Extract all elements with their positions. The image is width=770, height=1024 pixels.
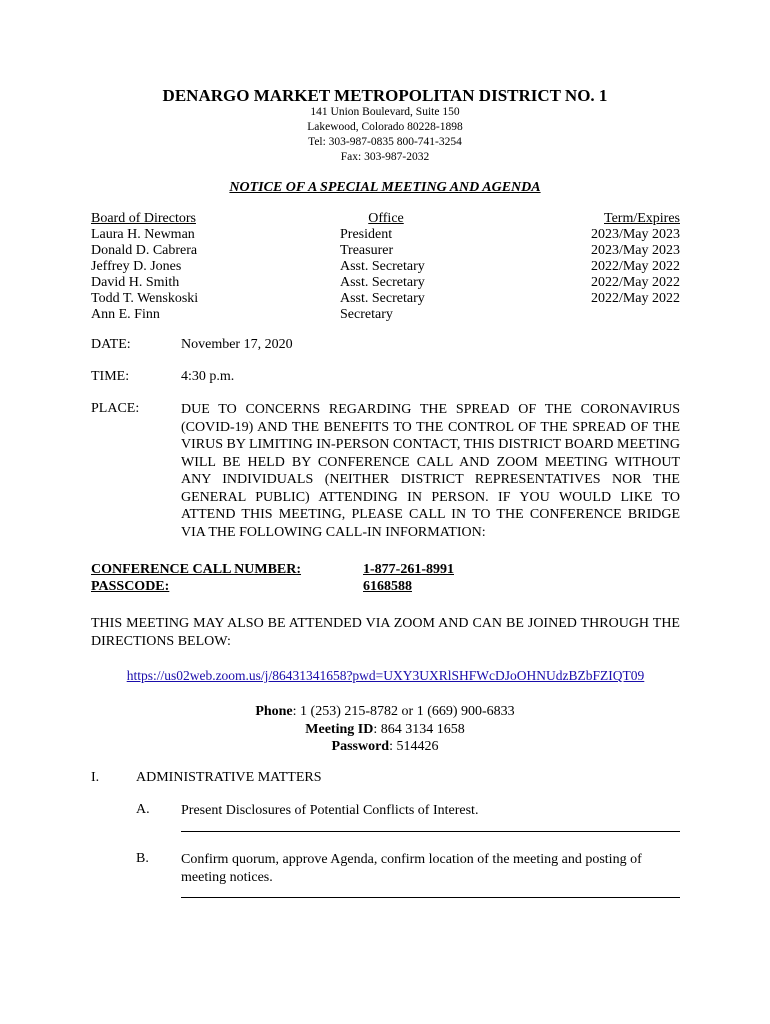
- agenda-item-letter: A.: [136, 802, 150, 817]
- member-office: Asst. Secretary: [340, 291, 425, 306]
- board-member-name: Jeffrey D. Jones: [91, 259, 182, 274]
- term-header: Term/Expires: [604, 211, 680, 226]
- agenda-item-rule: [181, 831, 680, 832]
- section-numeral: I.: [91, 770, 100, 785]
- meeting-id-value: : 864 3134 1658: [373, 721, 465, 737]
- phone-value: : 1 (253) 215-8782 or 1 (669) 900-6833: [292, 704, 515, 719]
- office-header: Office: [368, 211, 404, 226]
- zoom-intro: THIS MEETING MAY ALSO BE ATTENDED VIA ZOOM AND CAN BE JOINED THROUGH THE DIRECTIONS BELOW:: [91, 616, 680, 649]
- agenda-item-text: Confirm quorum, approve Agenda, confirm location of the meeting and posting of meeting notices.: [181, 852, 642, 885]
- zoom-phone-line: [0, 703, 770, 721]
- agenda-item-rule: [181, 897, 680, 898]
- telephone-line: Tel: 303-987-0835 800-741-3254: [308, 136, 462, 148]
- conference-number-value: 1-877-261-8991: [363, 562, 454, 577]
- password-label: Password: [331, 739, 390, 754]
- time-label: TIME:: [91, 369, 130, 384]
- meeting-id-label: Meeting ID: [305, 721, 374, 737]
- member-office: President: [340, 227, 393, 242]
- agenda-item-letter: B.: [136, 851, 149, 866]
- zoom-meeting-id-line: [0, 721, 770, 739]
- conference-number-label: CONFERENCE CALL NUMBER:: [91, 562, 302, 577]
- member-office: Treasurer: [340, 243, 394, 258]
- member-term: 2022/May 2022: [590, 291, 680, 306]
- time-value: 4:30 p.m.: [181, 369, 235, 384]
- board-names-column: [91, 211, 198, 323]
- member-term: 2023/May 2023: [590, 243, 680, 258]
- date-label: DATE:: [91, 337, 131, 352]
- place-label: PLACE:: [91, 401, 140, 416]
- board-member-name: David H. Smith: [91, 275, 180, 290]
- board-member-name: Todd T. Wenskoski: [91, 291, 199, 306]
- member-term: 2022/May 2022: [590, 275, 680, 290]
- zoom-link[interactable]: https://us02web.zoom.us/j/86431341658?pwd=UXY3UXRlSHFWcDJoOHNUdzBZbFZIQT09: [126, 668, 645, 683]
- member-office: Asst. Secretary: [340, 259, 425, 274]
- phone-label: Phone: [255, 704, 293, 719]
- board-header: Board of Directors: [91, 211, 196, 226]
- place-description: DUE TO CONCERNS REGARDING THE SPREAD OF THE CORONAVIRUS (COVID-19) AND THE BENEFITS TO THE CONTROL OF THE SPREAD OF THE VIRUS BY LIMITING IN-PERSON CONTACT, THIS DISTRICT BOARD MEETING WILL BE HELD BY CONFERENCE CALL AND ZOOM MEETING WITHOUT ANY INDIVIDUALS (NEITHER DISTRICT REPRESENTATIVES NOR THE GENERAL PUBLIC) ATTENDING IN PERSON. IF YOU WOULD LIKE TO ATTEND THIS MEETING, PLEASE CALL IN TO THE CONFERENCE BRIDGE VIA THE FOLLOWING CALL-IN INFORMATION:: [181, 402, 680, 540]
- term-column: [530, 211, 680, 307]
- member-term: 2023/May 2023: [590, 227, 680, 242]
- board-member-name: Ann E. Finn: [91, 307, 160, 322]
- member-term: 2022/May 2022: [590, 259, 680, 274]
- passcode-label: PASSCODE:: [91, 579, 170, 594]
- password-value: : 514426: [389, 739, 439, 754]
- address-line-2: Lakewood, Colorado 80228-1898: [307, 121, 463, 133]
- member-office: Asst. Secretary: [340, 275, 425, 290]
- fax-line: Fax: 303-987-2032: [340, 151, 430, 163]
- notice-title: NOTICE OF A SPECIAL MEETING AND AGENDA: [229, 180, 541, 195]
- member-office: Secretary: [340, 307, 393, 322]
- address-line-1: 141 Union Boulevard, Suite 150: [310, 106, 460, 118]
- passcode-value: 6168588: [363, 579, 412, 594]
- date-value: November 17, 2020: [181, 337, 293, 352]
- office-column: [340, 211, 432, 323]
- section-title: ADMINISTRATIVE MATTERS: [136, 770, 322, 785]
- zoom-password-line: [0, 738, 770, 756]
- board-member-name: Laura H. Newman: [91, 227, 195, 242]
- agenda-item-text: Present Disclosures of Potential Conflicts of Interest.: [181, 803, 479, 818]
- board-member-name: Donald D. Cabrera: [91, 243, 198, 258]
- district-title: DENARGO MARKET METROPOLITAN DISTRICT NO. 1: [162, 86, 608, 105]
